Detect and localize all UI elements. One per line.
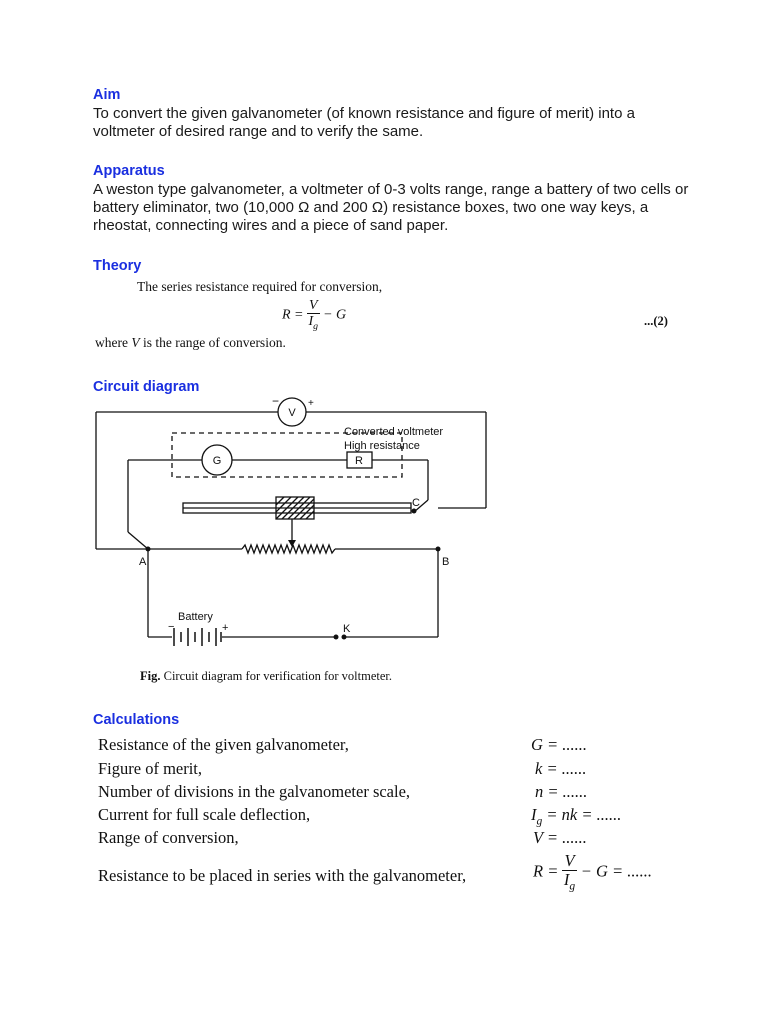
apparatus-heading: Apparatus [93, 163, 165, 179]
key-contact-1 [334, 635, 339, 640]
galvanometer-label: G [212, 455, 222, 467]
converted-voltmeter-label: Converted voltmeter [344, 426, 444, 438]
calc-row-label: Range of conversion, [98, 828, 239, 847]
formula-denominator: $I_g$ [308, 314, 319, 333]
calc-row-value: G = ...... [531, 735, 588, 754]
key-contact-2 [342, 635, 347, 640]
voltmeter-label: V [288, 407, 296, 419]
calc-row-label: Figure of merit, [98, 759, 203, 778]
formula-rhs: − G [323, 307, 347, 323]
battery-plus: + [222, 622, 229, 634]
final-fraction: $\frac{V}{I_g}$ [563, 851, 576, 893]
battery-label: Battery [178, 611, 213, 623]
slider-arrow-head [288, 540, 296, 547]
voltmeter-plus: + [308, 398, 314, 409]
battery-cells [174, 628, 221, 646]
key-label: K [343, 623, 351, 635]
calc-row-value: $I_g$ = nk = ...... [531, 805, 622, 828]
aim-heading: Aim [93, 87, 121, 103]
theory-line-2: where V is the range of conversion. [95, 335, 286, 350]
point-c-label: C [412, 497, 420, 509]
theory-line-1: The series resistance required for conversion, [137, 279, 383, 294]
high-resistance-label: High resistance [344, 440, 420, 452]
circuit-heading: Circuit diagram [93, 379, 200, 395]
resistor-label: R [355, 455, 363, 467]
apparatus-text: A weston type galvanometer, a voltmeter of 0-3 volts range, range a battery of two cells or battery eliminator, two (10,000 Ω and 200 Ω) resistance boxes, two one way keys, a rheostat, connecting wires and a piece of sand paper. [93, 181, 689, 234]
rheostat-coil [242, 545, 335, 553]
calculations-heading: Calculations [93, 712, 180, 728]
point-a-label: A [139, 556, 147, 568]
junction-c [412, 509, 417, 514]
wire-a-up [128, 532, 148, 549]
junction-b [436, 547, 441, 552]
formula-numerator: V [309, 298, 318, 313]
aim-text: To convert the given galvanometer (of known resistance and figure of merit) into a voltmeter of desired range and to verify the same. [93, 105, 635, 140]
battery-minus: − [168, 621, 175, 633]
formula-lhs: R = [282, 307, 304, 323]
calc-row-label: Number of divisions in the galvanometer scale, [98, 782, 411, 801]
equation-number: ...(2) [644, 314, 668, 328]
calc-row-label: Current for full scale deflection, [98, 805, 311, 824]
calc-row-value: V = ...... [533, 828, 587, 847]
theory-heading: Theory [93, 258, 142, 274]
calc-row-label: Resistance of the given galvanometer, [98, 735, 349, 754]
calc-row-value: n = ...... [535, 782, 588, 801]
figure-caption: Fig. Circuit diagram for verification for voltmeter. [140, 669, 393, 683]
calc-final-formula: R = $\frac{V}{I_g}$ − G = ...... [533, 851, 652, 893]
calc-row-value: k = ...... [535, 759, 587, 778]
voltmeter-minus: − [272, 394, 280, 408]
calc-final-label: Resistance to be placed in series with the galvanometer, [98, 866, 467, 885]
point-b-label: B [442, 556, 450, 568]
junction-a [146, 547, 151, 552]
